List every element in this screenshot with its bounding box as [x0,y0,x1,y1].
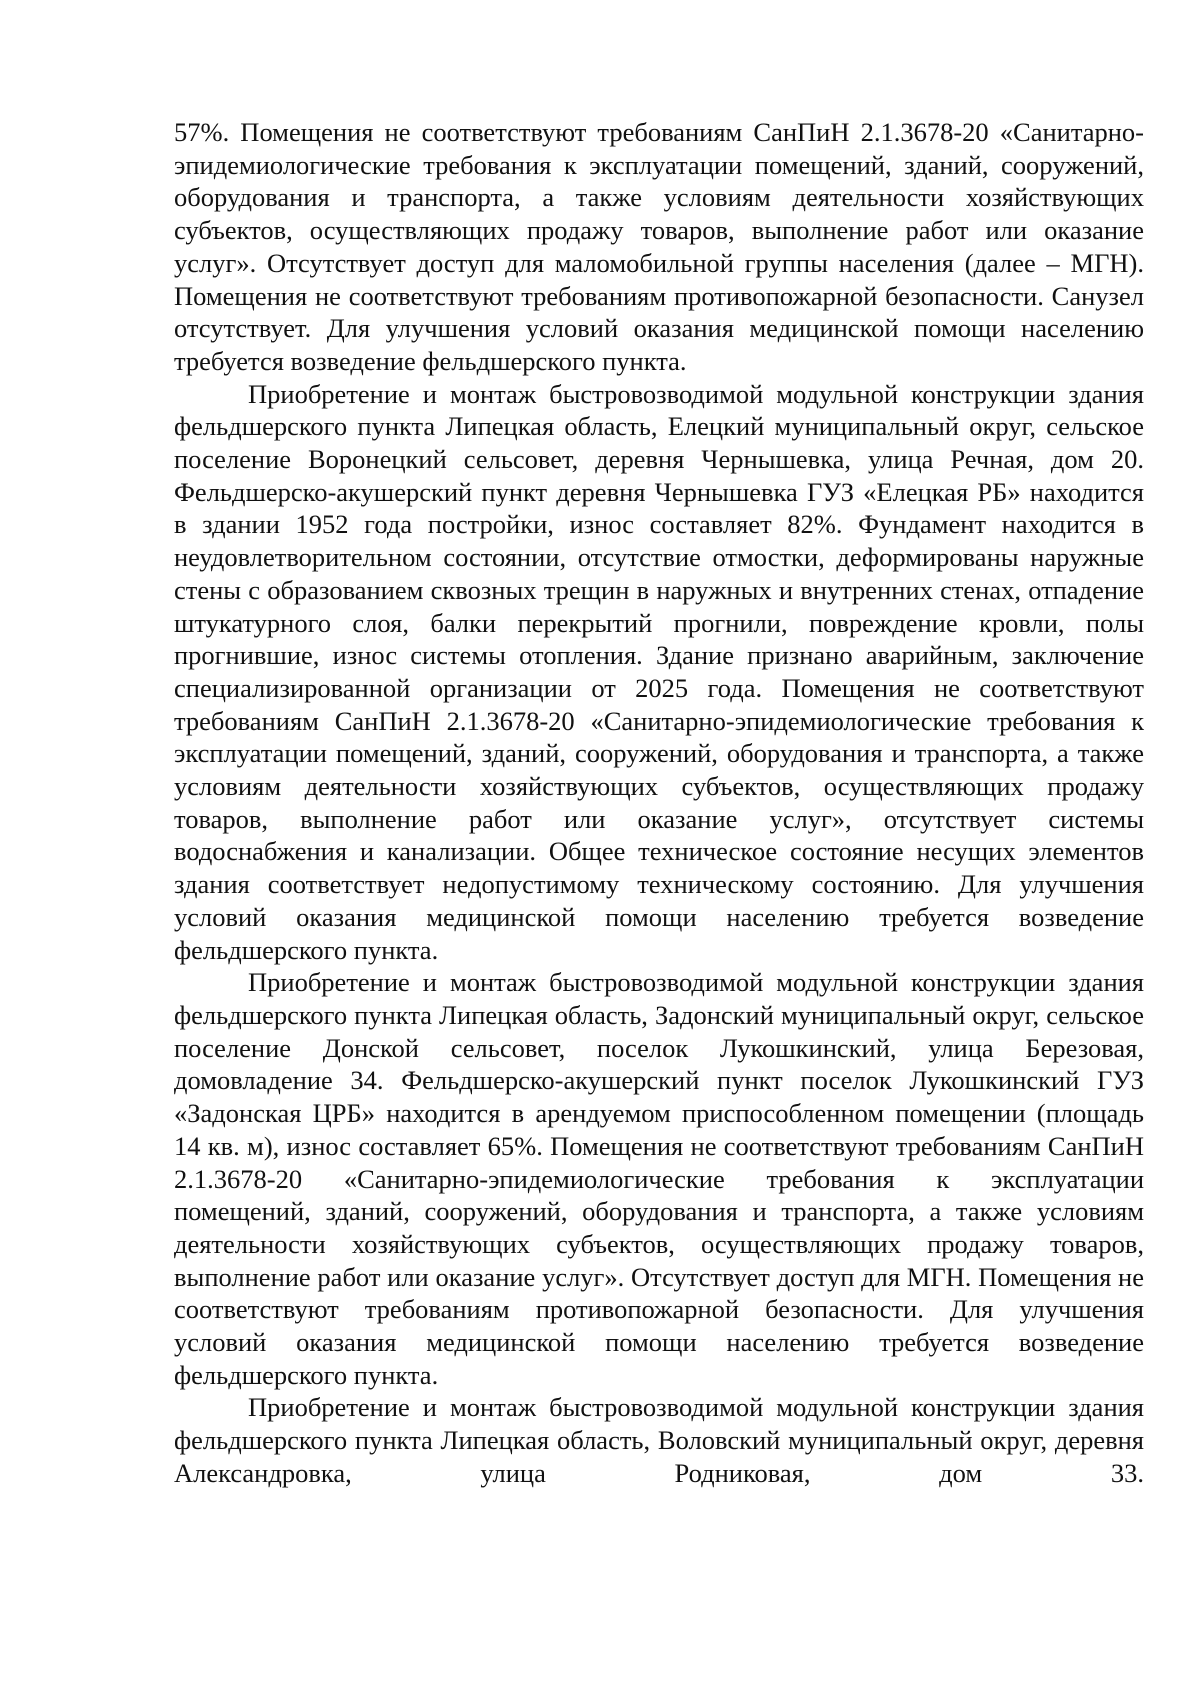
paragraph-lukoshkinsky: Приобретение и монтаж быстровозводимой модульной конструкции здания фельдшерского пункта Липецкая область, Задонский муниципальный округ, сельское поселение Донской сельсовет, поселок Лукошкинский, улица Березовая, домовладение 34. Фельдшерско-акушерский пункт поселок Лукошкинский ГУЗ «Задонская ЦРБ» находится в арендуемом приспособленном помещении (площадь 14 кв. м), износ составляет 65%. Помещения не соответствуют требованиям СанПиН 2.1.3678-20 «Санитарно-эпидемиологические требования к эксплуатации помещений, зданий, сооружений, оборудования и транспорта, а также условиям деятельности хозяйствующих субъектов, осуществляющих продажу товаров, выполнение работ или оказание услуг». Отсутствует доступ для МГН. Помещения не соответствуют требованиям противопожарной безопасности. Для улучшения условий оказания медицинской помощи населению требуется возведение фельдшерского пункта. [174,967,1144,1390]
paragraph-chernyshevka: Приобретение и монтаж быстровозводимой модульной конструкции здания фельдшерского пункта Липецкая область, Елецкий муниципальный округ, сельское поселение Воронецкий сельсовет, деревня Чернышевка, улица Речная, дом 20. Фельдшерско-акушерский пункт деревня Чернышевка ГУЗ «Елецкая РБ» находится в здании 1952 года постройки, износ составляет 82%. Фундамент находится в неудовлетворительном состоянии, отсутствие отмостки, деформированы наружные стены с образованием сквозных трещин в наружных и внутренних стенах, отпадение штукатурного слоя, балки перекрытий прогнили, повреждение кровли, полы прогнившие, износ системы отопления. Здание признано аварийным, заключение специализированной организации от 2025 года. Помещения не соответствуют требованиям СанПиН 2.1.3678-20 «Санитарно-эпидемиологические требования к эксплуатации помещений, зданий, сооружений, оборудования и транспорта, а также условиям деятельности хозяйствующих субъектов, осуществляющих продажу товаров, выполнение работ или оказание услуг», отсутствует системы водоснабжения и канализации. Общее техническое состояние несущих элементов здания соответствует недопустимому техническому состоянию. Для улучшения условий оказания медицинской помощи населению требуется возведение фельдшерского пункта. [174,378,1144,965]
document-body [174,116,1144,1490]
paragraph-continuation: 57%. Помещения не соответствуют требованиям СанПиН 2.1.3678-20 «Санитарно-эпидемиологические требования к эксплуатации помещений, зданий, сооружений, оборудования и транспорта, а также условиям деятельности хозяйствующих субъектов, осуществляющих продажу товаров, выполнение работ или оказание услуг». Отсутствует доступ для маломобильной группы населения (далее – МГН). Помещения не соответствуют требованиям противопожарной безопасности. Санузел отсутствует. Для улучшения условий оказания медицинской помощи населению требуется возведение фельдшерского пункта. [174,117,1144,376]
paragraph-aleksandrovka: Приобретение и монтаж быстровозводимой модульной конструкции здания фельдшерского пункта Липецкая область, Воловский муниципальный округ, деревня Александровка, улица Родниковая, дом 33. [174,1392,1144,1488]
